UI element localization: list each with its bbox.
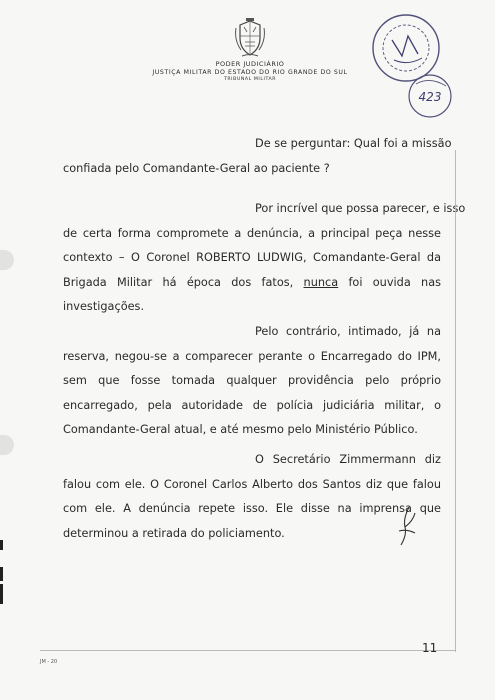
footer-rule: [40, 650, 455, 651]
paragraph-3-line: encarregado, pela autoridade de polícia judiciária militar, o: [63, 398, 441, 412]
court-name: JUSTIÇA MILITAR DO ESTADO DO RIO GRANDE DO SUL: [152, 69, 348, 76]
paragraph-3: [63, 320, 441, 443]
paragraph-2-line: contexto – O Coronel ROBERTO LUDWIG, Comandante-Geral da: [63, 251, 441, 264]
underlined-word: nunca: [303, 275, 339, 289]
institution-name: PODER JUDICIÁRIO: [215, 60, 285, 68]
paragraph-1-line: De se perguntar: Qual foi a missão: [255, 137, 452, 150]
paragraph-3-line: sem que fosse tomada qualquer providência pelo próprio: [63, 374, 441, 387]
handwritten-initial-mark: [395, 505, 419, 551]
page-number: 11: [422, 641, 438, 655]
subunit-name: TRIBUNAL MILITAR: [223, 77, 277, 82]
coat-of-arms-icon: [233, 18, 267, 58]
paragraph-2: [63, 197, 466, 320]
paragraph-2-line: Por incrível que possa parecer, e isso: [255, 202, 466, 215]
scan-edge-mark: [0, 567, 3, 581]
form-code: JM - 20: [40, 659, 58, 665]
paragraph-1-line: confiada pelo Comandante-Geral ao paciente ?: [63, 161, 330, 175]
paragraph-3-line: Comandante-Geral atual, e até mesmo pelo Ministério Público.: [63, 423, 418, 436]
paragraph-3-line: Pelo contrário, intimado, já na: [255, 325, 441, 338]
paragraph-1: [63, 132, 452, 181]
paragraph-4: [63, 448, 441, 546]
letterhead: [120, 18, 380, 82]
svg-text:423: 423: [418, 90, 442, 104]
paragraph-4-line: O Secretário Zimmermann diz: [255, 453, 441, 466]
paragraph-3-line: reserva, negou-se a comparecer perante o Encarregado do IPM,: [63, 349, 441, 363]
margin-line: [455, 150, 456, 652]
paragraph-4-line: com ele. A denúncia repete isso. Ele disse na imprensa que: [63, 502, 441, 515]
scan-edge-mark: [0, 584, 3, 604]
paragraph-4-line: falou com ele. O Coronel Carlos Alberto dos Santos diz que falou: [63, 477, 441, 491]
punch-hole: [0, 435, 14, 455]
court-seal-stamp: [364, 10, 464, 120]
punch-hole: [0, 250, 14, 270]
scan-edge-mark: [0, 540, 3, 550]
paragraph-4-line: determinou a retirada do policiamento.: [63, 526, 285, 540]
paragraph-2-line: Brigada Militar há época dos fatos, nunca foi ouvida nas: [63, 275, 441, 289]
paragraph-2-line: de certa forma compromete a denúncia, a principal peça nesse: [63, 226, 441, 240]
paragraph-2-line: investigações.: [63, 300, 145, 313]
